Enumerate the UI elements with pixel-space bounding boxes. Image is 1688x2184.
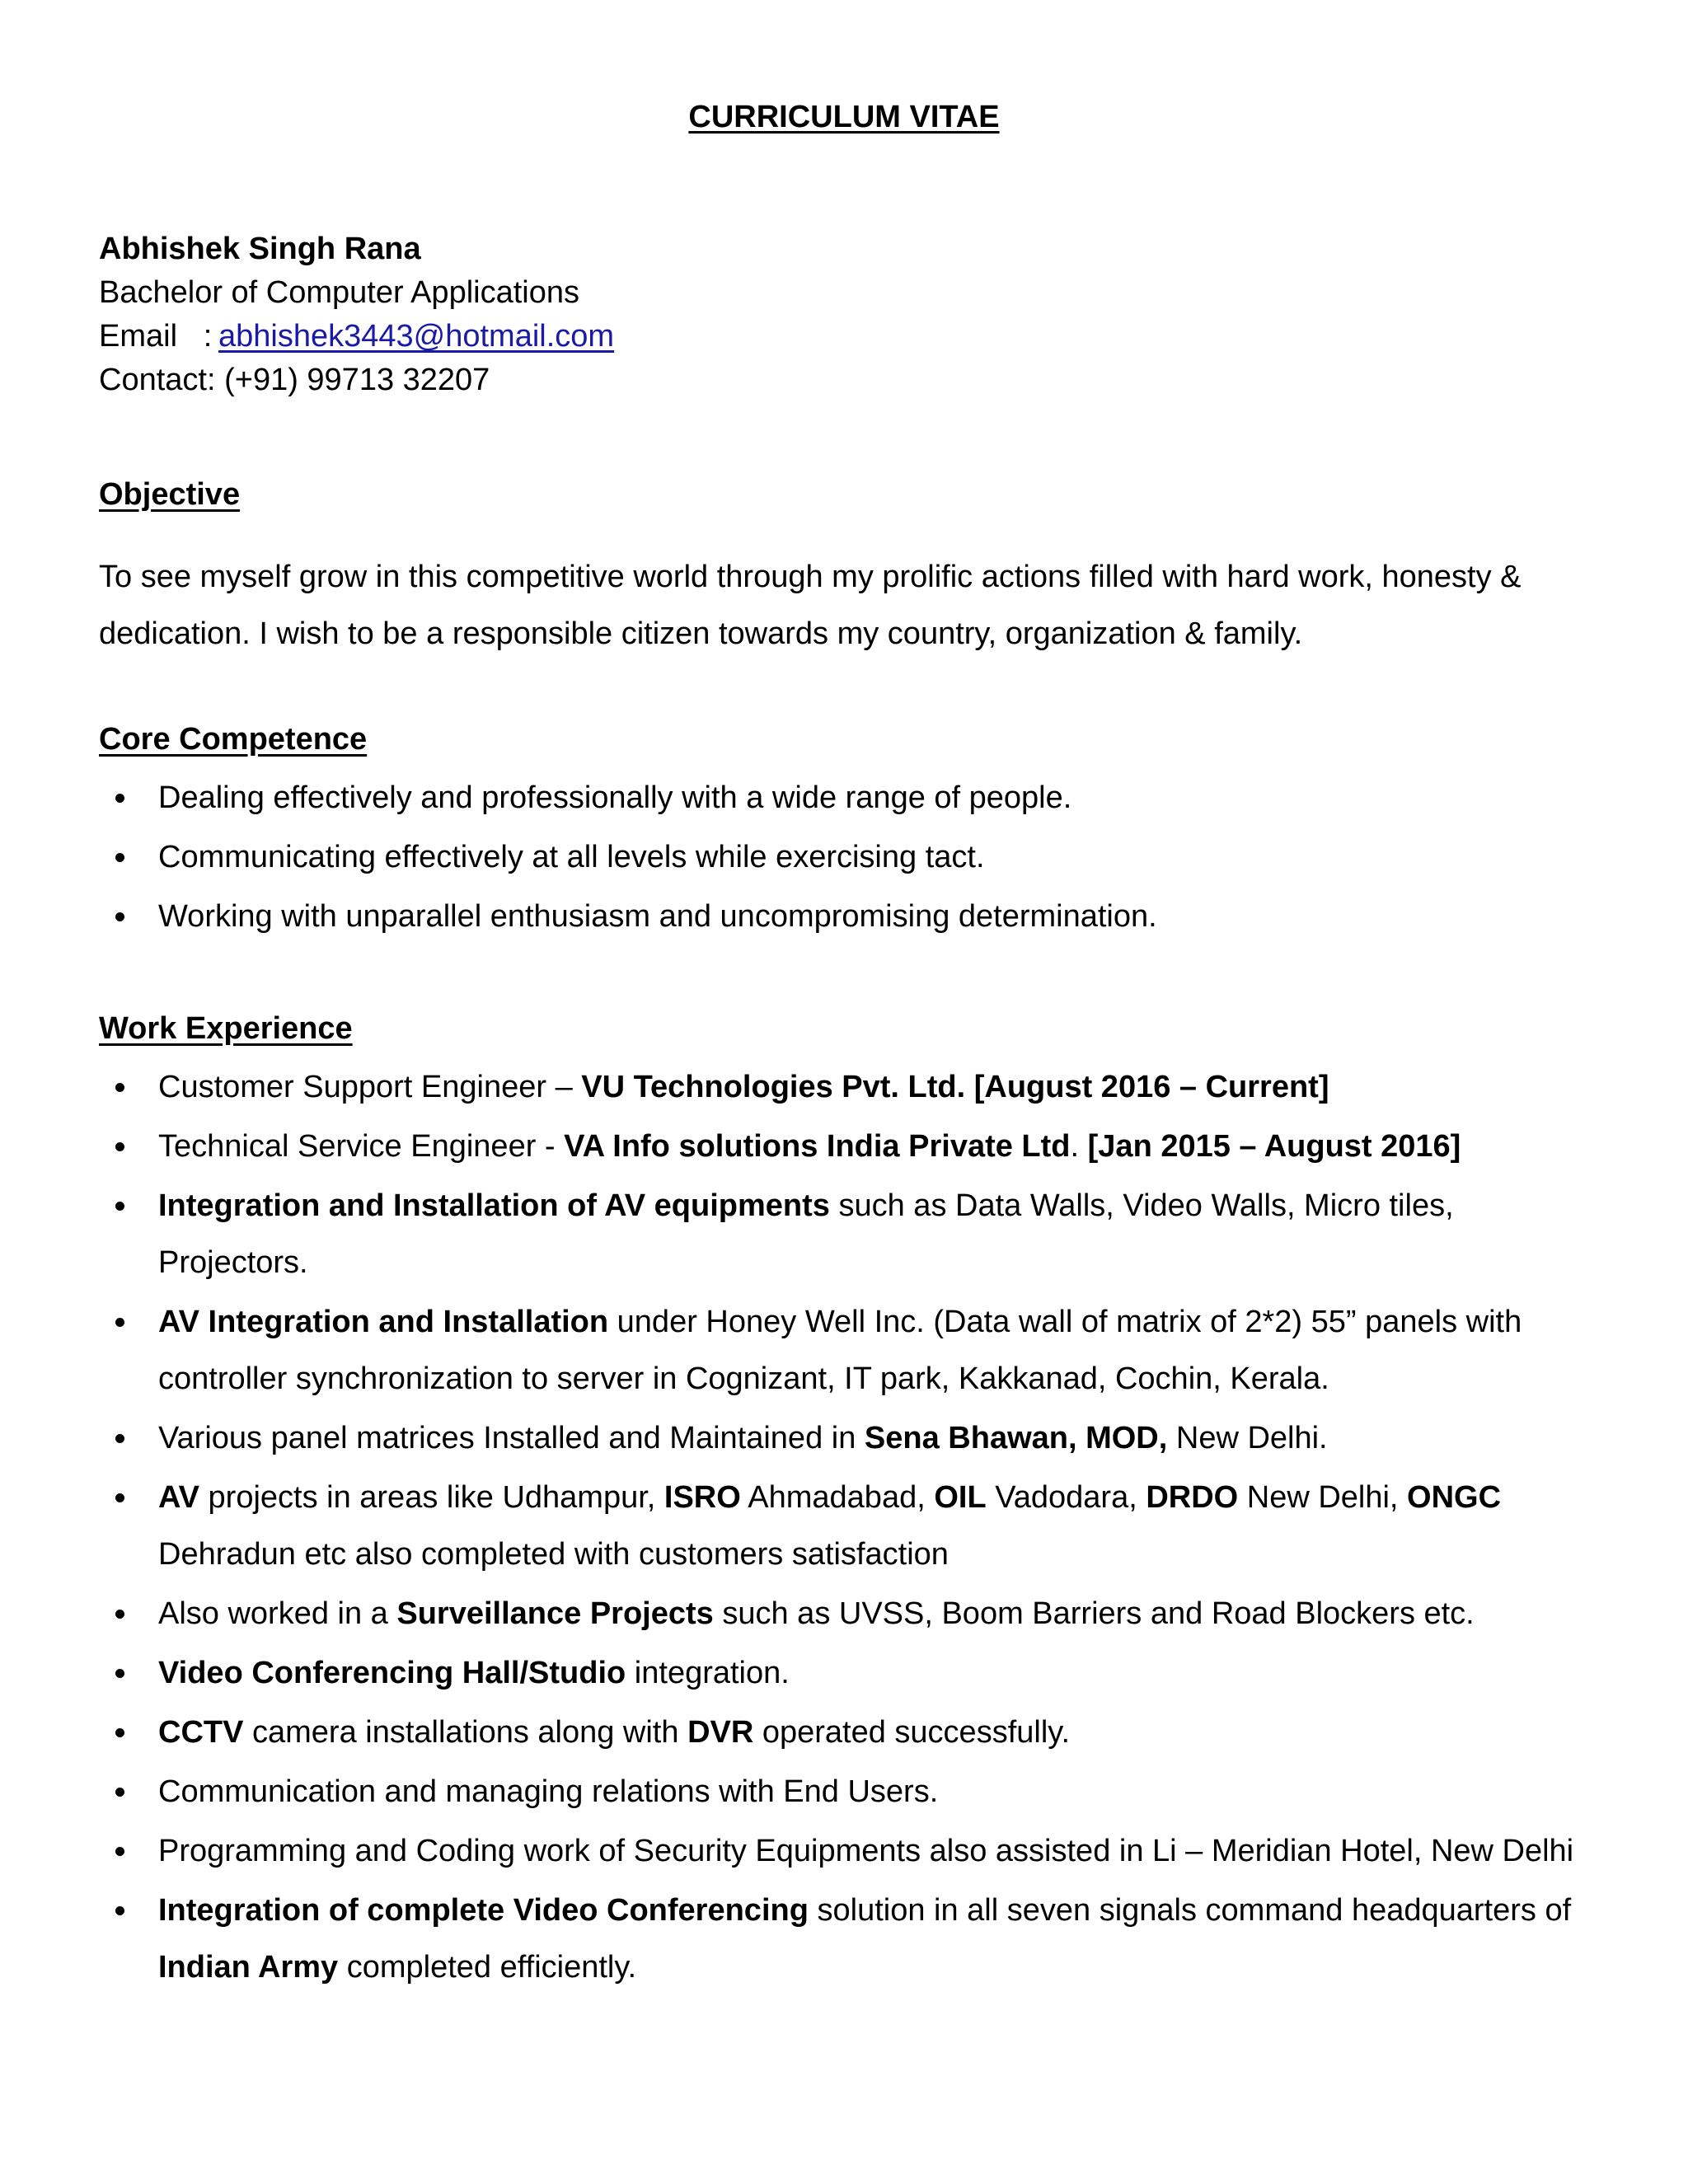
plain-text: Communication and managing relations with End Users. — [158, 1774, 939, 1809]
core-competence-text: Working with unparallel enthusiasm and uncompromising determination. — [158, 899, 1157, 934]
work-experience-heading: Work Experience — [99, 1011, 353, 1046]
bullet-icon — [115, 912, 124, 921]
bullet-icon — [115, 1610, 124, 1619]
core-competence-item — [99, 888, 1599, 945]
plain-text: under Honey Well Inc. (Data wall of matrix of 2*2) 55” panels with controller synchronization to server in Cognizant, IT park, Kakkanad, Cochin, Kerala. — [158, 1305, 1522, 1396]
emphasis-text: Video Conferencing Hall/Studio — [158, 1656, 626, 1690]
plain-text: operated successfully. — [753, 1715, 1071, 1750]
emphasis-text: Integration of complete Video Conferencing — [158, 1893, 809, 1928]
plain-text: New Delhi. — [1167, 1421, 1328, 1455]
bullet-icon — [115, 1202, 124, 1211]
bullet-icon — [115, 794, 124, 803]
phone-number: (+91) 99713 32207 — [224, 363, 490, 397]
emphasis-text: AV — [158, 1480, 199, 1515]
emphasis-text: Sena Bhawan, MOD, — [864, 1421, 1168, 1455]
plain-text: New Delhi, — [1238, 1480, 1408, 1515]
plain-text: Technical Service Engineer - — [158, 1129, 565, 1164]
work-experience-item — [99, 1823, 1599, 1880]
plain-text: projects in areas like Udhampur, — [199, 1480, 664, 1515]
plain-text: Various panel matrices Installed and Maintained in — [158, 1421, 865, 1455]
candidate-name: Abhishek Singh Rana — [99, 232, 421, 266]
emphasis-text: DRDO — [1146, 1480, 1239, 1515]
plain-text: solution in all seven signals command headquarters of — [808, 1893, 1572, 1928]
core-competence-item — [99, 770, 1599, 827]
plain-text: Also worked in a — [158, 1596, 397, 1631]
emphasis-text: Integration and Installation of AV equipments — [158, 1188, 830, 1223]
bullet-icon — [115, 1847, 124, 1856]
plain-text: Vadodara, — [986, 1480, 1146, 1515]
work-experience-list — [99, 1059, 1599, 1999]
bullet-icon — [115, 1728, 124, 1737]
plain-text: Programming and Coding work of Security Equipments also assisted in Li – Meridian Hotel, New Delhi — [158, 1834, 1574, 1868]
contact-block — [99, 227, 614, 402]
core-competence-heading: Core Competence — [99, 722, 368, 757]
core-competence-list — [99, 770, 1599, 948]
plain-text: such as Data Walls, Video Walls, Micro tiles, Projectors. — [158, 1188, 1454, 1280]
work-experience-item — [99, 1645, 1599, 1702]
work-experience-item — [99, 1294, 1599, 1408]
bullet-icon — [115, 853, 124, 862]
work-experience-item — [99, 1469, 1599, 1583]
email-line — [99, 315, 614, 359]
emphasis-text: Surveillance Projects — [396, 1596, 714, 1631]
emphasis-text: AV Integration and Installation — [158, 1305, 609, 1339]
plain-text: Ahmadabad, — [740, 1480, 935, 1515]
emphasis-text: ISRO — [663, 1480, 741, 1515]
plain-text: such as UVSS, Boom Barriers and Road Blockers etc. — [713, 1596, 1475, 1631]
work-experience-item — [99, 1882, 1599, 1996]
contact-label: Contact: — [99, 363, 216, 397]
plain-text: completed efficiently. — [338, 1950, 637, 1985]
work-experience-item — [99, 1059, 1599, 1116]
emphasis-text: VU Technologies Pvt. Ltd. [August 2016 – Current] — [581, 1070, 1329, 1104]
plain-text: Customer Support Engineer – — [158, 1070, 582, 1104]
bullet-icon — [115, 1142, 124, 1151]
work-experience-item — [99, 1410, 1599, 1467]
bullet-icon — [115, 1434, 124, 1443]
emphasis-text: ONGC — [1407, 1480, 1502, 1515]
email-link[interactable]: abhishek3443@hotmail.com — [218, 319, 615, 354]
document-title: CURRICULUM VITAE — [688, 100, 1000, 134]
bullet-icon — [115, 1318, 124, 1327]
bullet-icon — [115, 1493, 124, 1502]
core-competence-text: Dealing effectively and professionally with a wide range of people. — [158, 780, 1072, 815]
emphasis-text: OIL — [934, 1480, 987, 1515]
plain-text: camera installations along with — [243, 1715, 688, 1750]
emphasis-text: CCTV — [158, 1715, 244, 1750]
plain-text: Dehradun etc also completed with customers satisfaction — [158, 1537, 949, 1572]
plain-text: integration. — [626, 1656, 790, 1690]
objective-heading: Objective — [99, 477, 241, 512]
objective-text: To see myself grow in this competitive world through my prolific actions filled with hard work, honesty & dedication. I wish to be a responsible citizen towards my country, organization & family. — [99, 560, 1522, 651]
email-label: Email : — [99, 319, 213, 354]
emphasis-text: [Jan 2015 – August 2016] — [1087, 1129, 1461, 1164]
work-experience-item — [99, 1764, 1599, 1821]
emphasis-text: Indian Army — [158, 1950, 339, 1985]
core-competence-item — [99, 829, 1599, 886]
emphasis-text: VA Info solutions India Private Ltd — [564, 1129, 1071, 1164]
contact-line — [99, 359, 614, 402]
bullet-icon — [115, 1669, 124, 1678]
work-experience-item — [99, 1586, 1599, 1643]
emphasis-text: DVR — [687, 1715, 754, 1750]
core-competence-text: Communicating effectively at all levels while exercising tact. — [158, 840, 985, 874]
plain-text: . — [1070, 1129, 1088, 1164]
bullet-icon — [115, 1083, 124, 1092]
work-experience-item — [99, 1178, 1599, 1291]
work-experience-item — [99, 1704, 1599, 1761]
candidate-degree: Bachelor of Computer Applications — [99, 275, 579, 310]
work-experience-item — [99, 1118, 1599, 1175]
bullet-icon — [115, 1788, 124, 1797]
bullet-icon — [115, 1906, 124, 1915]
